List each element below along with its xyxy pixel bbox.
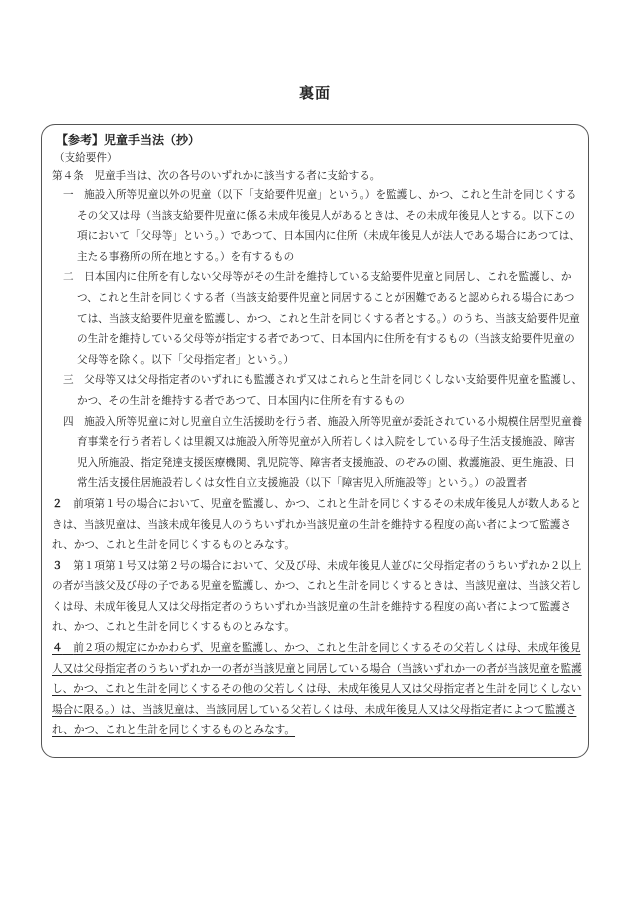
section-label: （支給要件） bbox=[54, 152, 118, 164]
item-2: 二 日本国内に住所を有しない父母等がその生計を維持している支給要件児童と同居し、これを監護し、かつ、これと生計を同じくする者（当該支給要件児童と同居することが困難であると認められる場合にあつては、当該支給要件児童を監護し、かつ、これと生計を同じくする者とする。）のうち、当該支給要件児童の生計を維持している父母等が指定する者であつて、日本国内に住所を有するもの（当該支給要件児童の父母等を除く。以下「父母指定者」という。） bbox=[63, 271, 580, 366]
page-heading: 裏面 bbox=[298, 84, 331, 102]
paragraph-4-number: ４ bbox=[52, 642, 63, 655]
paragraph-3-number: ３ bbox=[52, 559, 63, 572]
item-1: 一 施設入所等児童以外の児童（以下「支給要件児童」という。）を監護し、かつ、これと生計を同じくするその父又は母（当該支給要件児童に係る未成年後見人があるときは、その未成年後見人とする。以下この項において「父母等」という。）であつて、日本国内に住所（未成年後見人が法人である場合にあつては、主たる事務所の所在地とする。）を有するもの bbox=[63, 189, 580, 263]
article-4-line: 第４条 児童手当は、次の各号のいずれかに該当する者に支給する。 bbox=[52, 170, 381, 182]
paragraph-2-text: 前項第１号の場合において、児童を監護し、かつ、これと生計を同じくするその未成年後見人が数人あるときは、当該児童は、当該未成年後見人のうちいずれか当該児童の生計を維持する程度の高い者によつて監護され、かつ、これと生計を同じくするものとみなす。 bbox=[52, 497, 582, 552]
paragraph-4-text: 前２項の規定にかかわらず、児童を監護し、かつ、これと生計を同じくするその父若しくは母、未成年後見人又は父母指定者のうちいずれか一の者が当該児童と同居している場合（当該いずれか一の者が当該児童を監護し、かつ、これと生計を同じくするその他の父若しくは母、未成年後見人又は父母指定者と生計を同じくしない場合に限る。）は、当該児童は、当該同居している父若しくは母、未成年後見人又は父母指定者によつて監護され、かつ、これと生計を同じくするものとみなす。 bbox=[52, 642, 582, 737]
box-title: 【参考】児童手当法（抄） bbox=[56, 133, 201, 147]
paragraph-2-number: ２ bbox=[52, 497, 63, 510]
paragraph-3 bbox=[52, 556, 584, 638]
paragraph-4 bbox=[52, 638, 584, 741]
item-4: 四 施設入所等児童に対し児童自立生活援助を行う者、施設入所等児童が委託されている小規模住居型児童養育事業を行う者若しくは里親又は施設入所等児童が入所若しくは入院をしている母子生活支援施設、障害児入所施設、指定発達支援医療機関、乳児院等、障害者支援施設、のぞみの園、救護施設、更生施設、日常生活支援住居施設若しくは女性自立支援施設（以下「障害児入所施設等」という。）の設置者 bbox=[63, 415, 583, 490]
reference-content bbox=[52, 131, 584, 741]
paragraph-3-text: 第１項第１号又は第２号の場合において、父及び母、未成年後見人並びに父母指定者のうちいずれか２以上の者が当該父及び母の子である児童を監護し、かつ、これと生計を同じくするときは、当該児童は、当該父若しくは母、未成年後見人又は父母指定者のうちいずれか当該児童の生計を維持する程度の高い者によつて監護され、かつ、これと生計を同じくするものとみなす。 bbox=[52, 559, 582, 634]
paragraph-2 bbox=[52, 494, 584, 556]
item-3: 三 父母等又は父母指定者のいずれにも監護されず又はこれらと生計を同じくしない支給要件児童を監護し、かつ、その生計を維持する者であつて、日本国内に住所を有するもの bbox=[63, 374, 583, 407]
